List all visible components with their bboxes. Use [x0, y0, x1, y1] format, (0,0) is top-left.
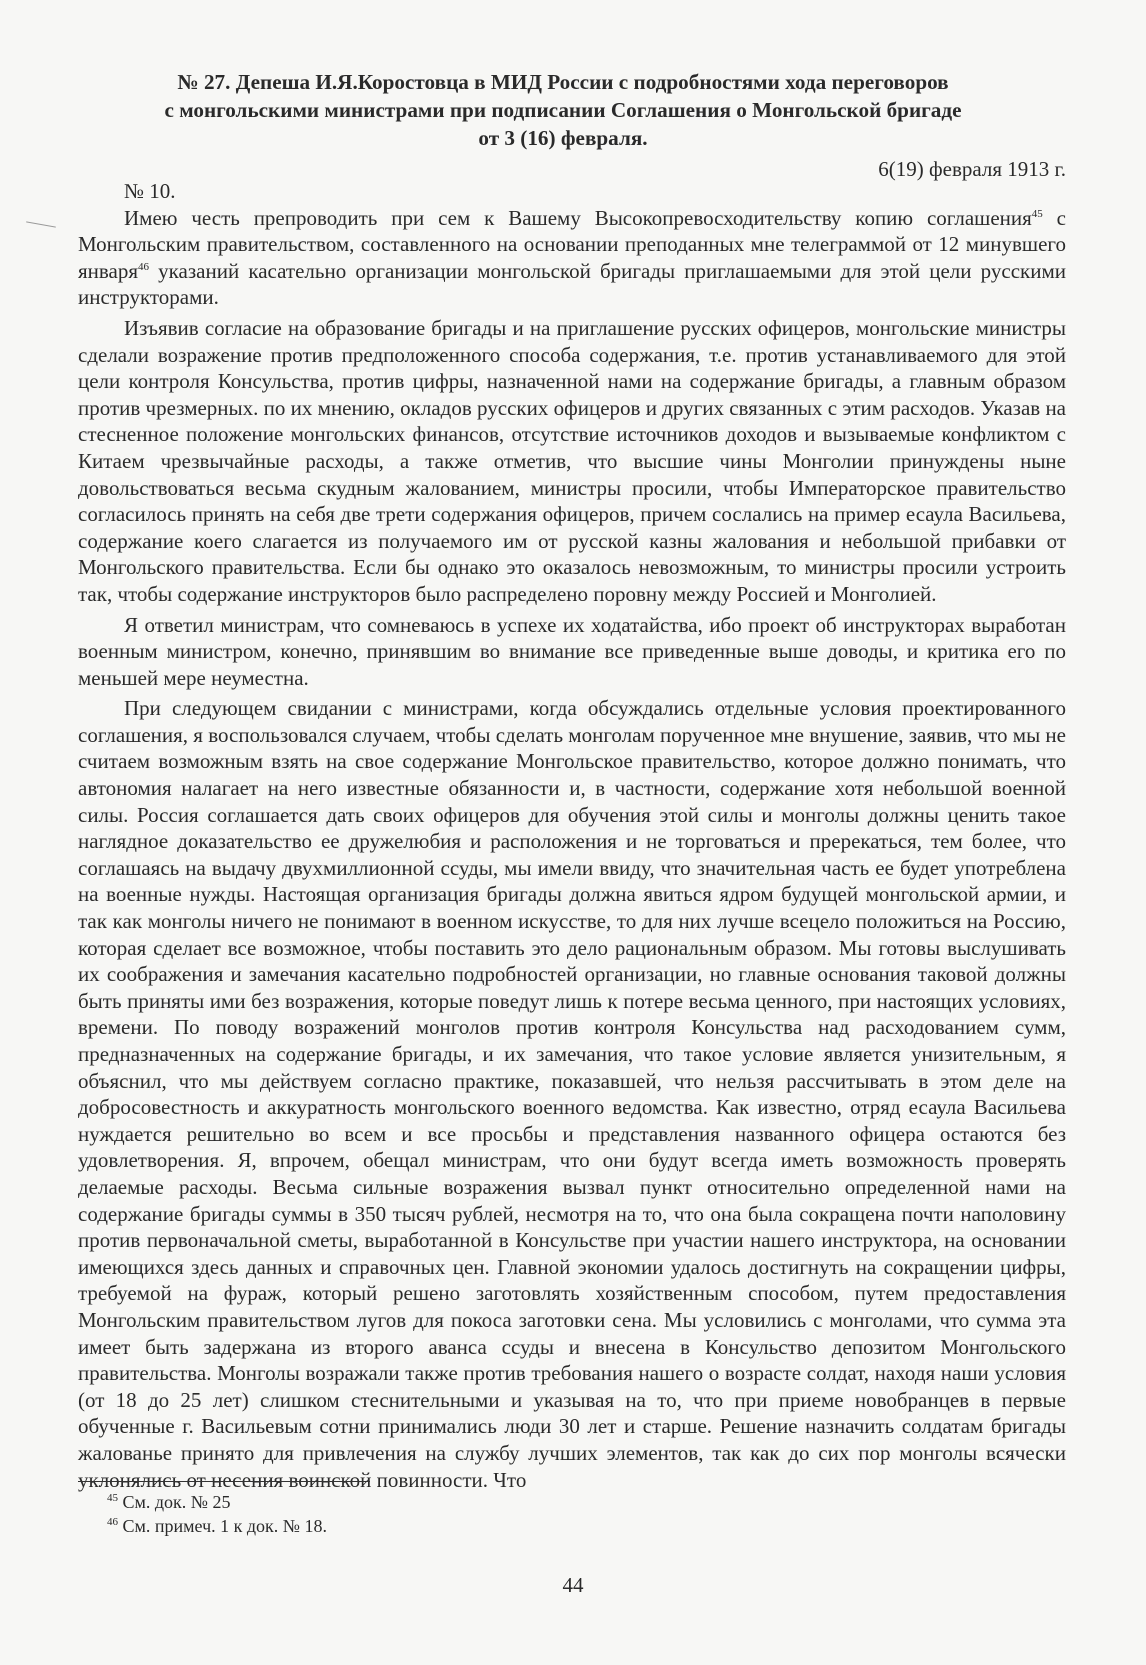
footnote-mark: 46	[107, 1516, 118, 1528]
footnote	[107, 1490, 327, 1514]
paragraph: При следующем свидании с министрами, когда обсуждались отдельные условия проектированного соглашения, я воспользовался случаем, чтобы сделать монголам порученное мне внушение, заявив, что мы не считаем возможным взять на свое содержание Монгольское правительство, которое должно понимать, что автономия налагает на него известные обязанности и, в частности, содержание хотя небольшой военной силы. Россия соглашается дать своих офицеров для обучения этой силы и монголы должны ценить такое наглядное доказательство ее дружелюбия и расположения и не торговаться и пререкаться, тем более, что соглашаясь на выдачу двухмиллионной ссуды, мы имели ввиду, что значительная часть ее будет употреблена на военные нужды. Настоящая организация бригады должна явиться ядром будущей монгольской армии, и так как монголы ничего не понимают в военном искусстве, то для них лучше всецело положиться на Россию, которая сделает все возможное, чтобы поставить это дело рациональным образом. Мы готовы выслушивать их соображения и замечания касательно подробностей организации, но главные основания таковой должны быть приняты ими без возражения, которые поведут лишь к потере весьма ценного, при настоящих условиях, времени. По поводу возражений монголов против контроля Консульства над расходованием сумм, предназначенных на содержание бригады, и их замечания, что такое условие является унизительным, я объяснил, что мы действуем согласно практике, показавшей, что нельзя рассчитывать в этом деле на добросовестность и аккуратность монгольского военного ведомства. Как известно, отряд есаула Васильева нуждается решительно во всем и все просьбы и представления названного офицера остаются без удовлетворения. Я, впрочем, обещал министрам, что они будут всегда иметь возможность проверять делаемые расходы. Весьма сильные возражения вызвал пункт относительно определенной нами на содержание бригады суммы в 350 тысяч рублей, несмотря на то, что она была сокращена почти наполовину против первоначальной сметы, выработанной в Консульстве при участии нашего инструктора, на основании имеющихся здесь данных и справочных цен. Главной экономии удалось достигнуть на сокращении цифры, требуемой на фураж, который решено заготовлять хозяйственным способом, путем предоставления Монгольским правительством лугов для покоса заготовки сена. Мы условились с монголами, что сумма эта имеет быть задержана из второго аванса ссуды и внесена в Консульство депозитом Монгольского правительства. Монголы возражали также против требования нашего о возрасте солдат, находя наши условия (от 18 до 25 лет) слишком стеснительными и указывая на то, что при приеме новобранцев в первые обученные г. Васильевым сотни принимались люди 30 лет и старше. Решение назначить солдатам бригады жалованье принято для привлечения на службу лучших элементов, так как до сих пор монголы всячески уклонялись от несения воинской повинности. Что	[78, 696, 1066, 1492]
document-title	[120, 68, 1006, 152]
title-line: от 3 (16) февраля.	[478, 126, 648, 150]
document-body	[78, 178, 1066, 1497]
document-date: 6(19) февраля 1913 г.	[878, 157, 1066, 181]
title-line: с монгольскими министрами при подписании Соглашения о Монгольской бригаде	[164, 98, 962, 122]
dispatch-number: № 10.	[124, 179, 176, 203]
paragraph-text: Имею честь препроводить при сем к Вашему Высокопревосходительству копию соглашения	[124, 205, 1032, 230]
footnote-ref: 45	[1031, 207, 1043, 220]
title-line: № 27. Депеша И.Я.Коростовца в МИД России с подробностями хода переговоров	[177, 70, 949, 94]
margin-scratch	[26, 221, 56, 227]
footnote-text: См. док. № 25	[118, 1492, 231, 1512]
page-number: 44	[562, 1573, 584, 1597]
footnote-ref: 46	[138, 260, 150, 273]
footnote-text: См. примеч. 1 к док. № 18.	[118, 1516, 327, 1536]
paragraph	[78, 205, 1066, 311]
paragraph: Я ответил министрам, что сомневаюсь в успехе их ходатайства, ибо проект об инструкторах выработан военным министром, конечно, принявшим во внимание все приведенные выше доводы, и критика его по меньшей мере неуместна.	[78, 612, 1066, 690]
paragraph: Изъявив согласие на образование бригады и на приглашение русских офицеров, монгольские министры сделали возражение против предположенного способа содержания, т.е. против устанавливаемого для этой цели контроля Консульства, против цифры, назначенной нами на содержание бригады, а главным образом против чрезмерных. по их мнению, окладов русских офицеров и других связанных с этим расходов. Указав на стесненное положение монгольских финансов, отсутствие источников доходов и вызываемые конфликтом с Китаем чрезвычайные расходы, а также отметив, что высшие чины Монголии принуждены ныне довольствоваться весьма скудным жалованием, министры просили, чтобы Императорское правительство согласилось принять на себя две трети содержания офицеров, причем сослались на пример есаула Васильева, содержание коего слагается из получаемого им от русской казны жалования и небольшой прибавки от Монгольского правительства. Если бы однако это оказалось невозможным, то министры просили устроить так, чтобы содержание инструкторов было распределено поровну между Россией и Монголией.	[78, 315, 1066, 606]
footnote	[107, 1514, 327, 1538]
footnote-divider	[78, 1481, 370, 1482]
paragraph-text: с Монгольским правительством, составленного на основании преподанных мне телеграммой от 12 минувшего января	[78, 205, 1066, 283]
paragraph-text: указаний касательно организации монгольской бригады приглашаемыми для этой цели русскими инструкторами.	[78, 258, 1066, 310]
footnotes	[107, 1490, 327, 1538]
footnote-mark: 45	[107, 1492, 118, 1504]
